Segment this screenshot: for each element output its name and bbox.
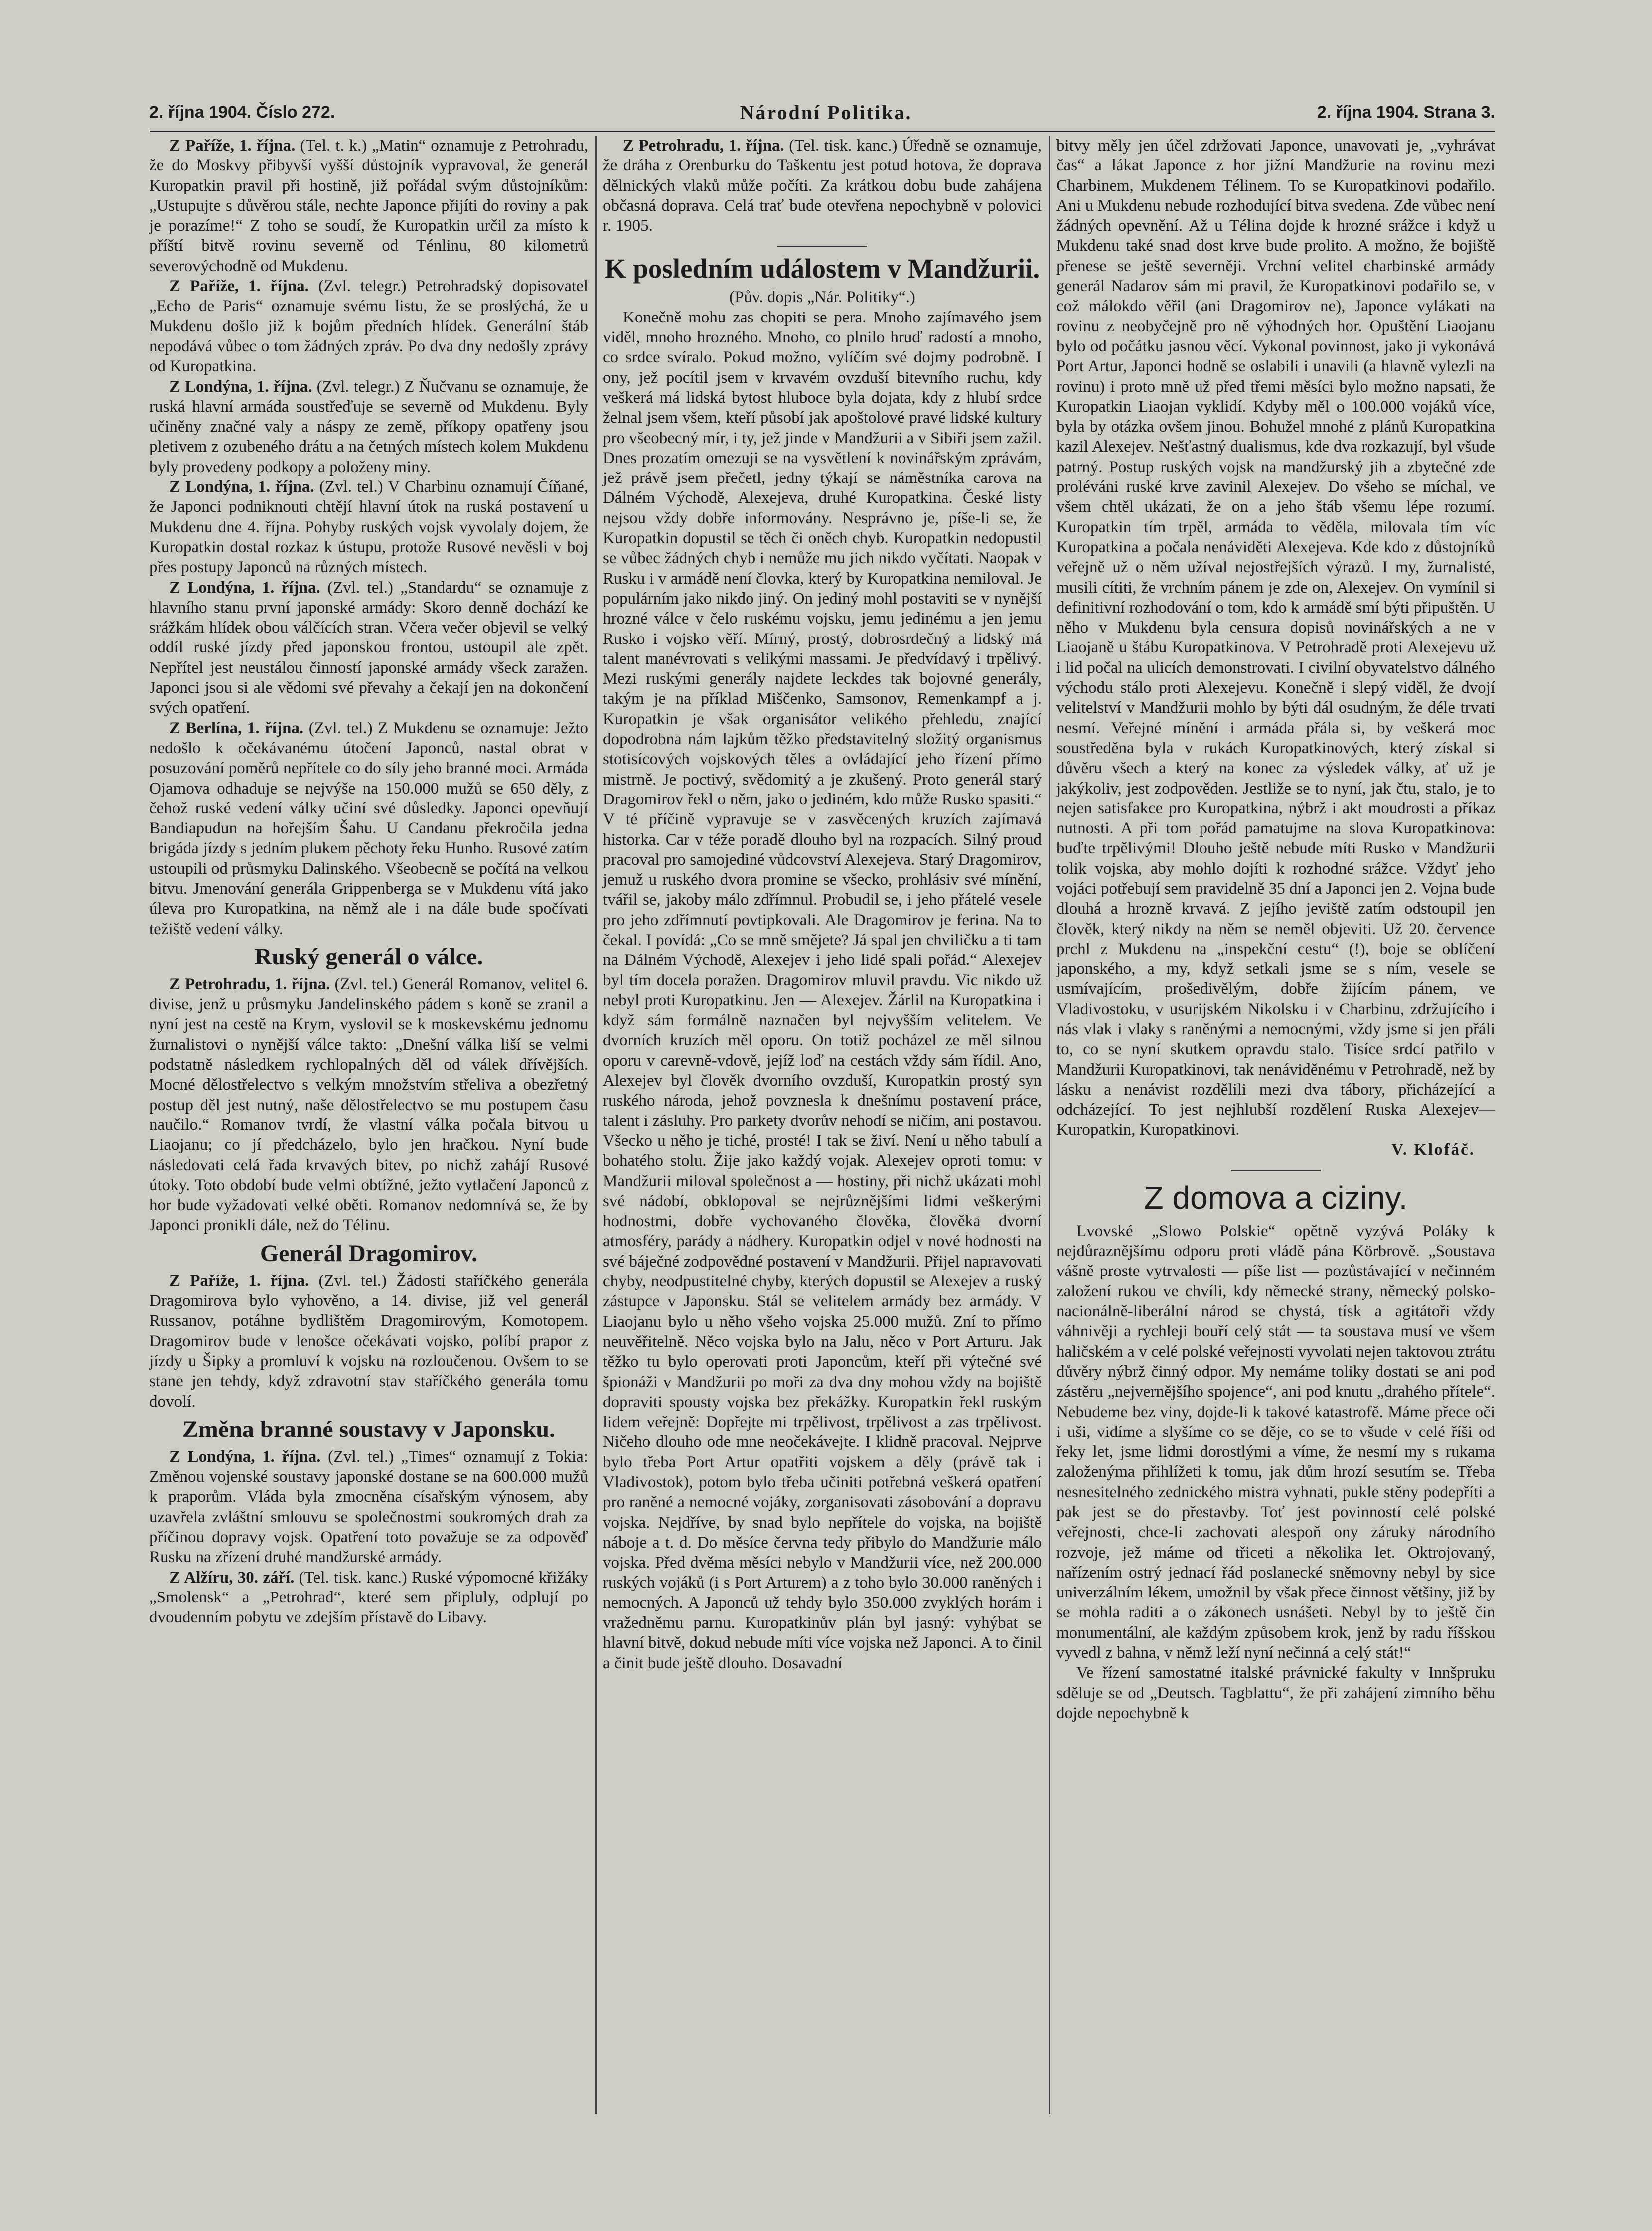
news-item <box>150 276 588 376</box>
column-divider <box>1049 136 1050 2114</box>
news-item <box>150 1447 588 1568</box>
section-heading: Ruský generál o válce. <box>254 943 483 970</box>
dateline: Z Petrohradu, 1. října. <box>623 137 784 155</box>
column-divider <box>595 136 597 2114</box>
news-item <box>150 477 588 577</box>
dateline: Z Paříže, 1. října. <box>169 137 296 155</box>
dateline: Z Petrohradu, 1. října. <box>169 975 330 993</box>
dateline: Z Alžíru, 30. září. <box>169 1568 295 1587</box>
author-signature: V. Klofáč. <box>1391 1140 1475 1159</box>
dateline: Z Paříže, 1. října. <box>169 1272 309 1290</box>
dateline: Z Londýna, 1. října. <box>169 478 314 496</box>
news-item <box>150 377 588 477</box>
news-item: Lvovské „Slowo Polskie“ opětně vyzývá Poláky k nejdůraznějšímu odporu proti vládě pána Körbrově. „Soustava vášně proste vytrvalosti — píše list — pozůstávající v nečinném založení rukou ve chvíli, kdy německé strany, německý polsko-nacionálně-liberální národ se chystá, tísk a agitátoři vždy váhnivěji a rychleji bouří celý stát — ta soustava musí ve všem haličském a v celé polské veřejnosti vyvolati nejen taktovou ztrátu důvěry nýbrž činný odpor. My nemáme toliky dostati se ani pod zástěru „nejvernějšího spojence“, ani pod knutu „drahého přítele“. Nebudeme bez viny, dojde-li k takové katastrofě. Máme přece oči i uši, vidíme a slyšíme co se děje, co se to všude v celé říši od řeky let, jsme lidmi dorostlými a víme, že nesmí my s rukama založenýma přihlížeti k tomu, jak dům hrozí sesutím se. Třeba nesnesitelného zednického mistra vyhnati, pukle stěny podepříti a pak jest se do přestavby. Toť jest povinností celé polské veřejnosti, chce-li zachovati alespoň ony záruky národního rozvoje, jež máme od třiceti a několika let. Oktrojovaný, nařízením ostrý jednací řád poslanecké sněmovny nebyl by sice univerzálním lékem, umožnil by však přece činnost většiny, již by se mohla raditi a o zákonech usnášeti. Nebyl by to ještě čin monumentální, ale každým způsobem krok, jenž by radu říšskou vyvedl z bahna, v němž leží nyní nečinná a celý stát!“ <box>1056 1222 1495 1662</box>
news-item <box>603 136 1042 236</box>
news-text: (Zvl. tel.) Žádosti staříčkého generála Dragomirova bylo vyhověno, a 14. divise, již vel generál Russanov, potáhne bydlištěm Dragomirovým, Komotopem. Dragomirov bude v lenošce očekávati vojsko, políbí prapor z jízdy u Šipky a promluví k vojsku na rozloučenou. Ovšem to se stane jen tehdy, když zdravotní stav staříčkého generála tomu dovolí. <box>150 1272 588 1411</box>
article-body: Konečně mohu zas chopiti se pera. Mnoho zajímavého jsem viděl, mnoho hrozného. Mnoho, co plnilo hruď radostí a mnoho, co srdce svíralo. Pokud možno, vylíčím své dojmy podrobně. I ony, jež pocítil jsem v krvavém ovzduší bitevního ruchu, kdy veškerá má lidská bytost hluboce byla dojata, kdy z hlubí srdce želnal jsem všem, kteří působí jak apoštolové pravé lidské kultury pro všeobecný mír, i ty, jež jinde v Mandžurii a v Sibiři jsem zažil. Dnes prozatím omezuji se na vysvětlení k novinářským zprávám, jež právě jsem přečetl, jedny týkají se náměstníka carova na Dálném Východě, Alexejeva, druhé Kuropatkina. České listy nejsou vždy dobře informovány. Nesprávno je, píše-li se, že Kuropatkin dopustil se těch či oněch chyb. Kuropatkin nedopustil se vůbec žádných chyb i nemůže mu jich nikdo vyčítati. Naopak v Rusku i v armádě není človka, který by Kuropatkina nemiloval. Je populárním jako nikdo jiný. On jediný mohl postaviti se v nynější hrozné válce v čelo ruskému vojsku, jemu jedinému a jen jemu Rusko i vojsko věří. Mírný, prostý, dobrosrdečný a lidský má talent manévrovati s velikými massami. Je předvídavý i trpělivý. Mezi ruskými generály najdete leckdes tak bojovné generály, takým je na příklad Miščenko, Samsonov, Remenkampf a j. Kuropatkin je však organisátor velikého přehledu, znající dopodrobna nám lajkům těžko představitelný složitý organismus stotisícových vojskových těles a ovládající jeho řízení přímo mistrně. Je poctivý, svědomitý a je zkušený. Proto generál starý Dragomirov řekl o něm, jako o jediném, kdo může Rusko spasiti.“ V té příčině vypravuje se v zasvěcených kruzích zajímavá historka. Car v téže poradě dlouho byl na rozpacích. Silný proud pracoval pro samojediné vůdcovství Alexejeva. Starý Dragomirov, jemuž u ruského dvora promine se všecko, prohlásiv své mínění, tvářil se, jakoby málo zdřímnul. Probudil se, i jeho přátelé vesele pro jeho zdřímnutí povtipkovali. Ale Dragomirov je ferina. Na to čekal. I povídá: „Co se mně smějete? Já spal jen chviličku a ti tam na Dálném Východě, Alexejev i jeho lidé spali pořád.“ Alexejev byl tím docela poražen. Dragomirov mluvil pravdu. Vic nikdo už nebyl proti Kuropatkinu. Jen — Alexejev. Žárlil na Kuropatkina i když sám formálně naznačen byl nejvyšším velitelem. Ve dvorních kruzích měl oporu. On totiž pocházel ze měl silnou oporu v carevně-vdově, jejíž loď na cestách vždy sám řídil. Ano, Alexejev byl člověk dvorního ovzduší, Kuropatkin prostý syn ruského národa, jehož povznesla k dnešnímu postavení práce, talent i zásluhy. Pro parkety dvorův nehodí se ničím, ani postavou. Všecko u něho je tiché, prosté! I tak se živí. Není u něho tabulí a bohatého stolu. Žije jako každý vojak. Alexejev oproti tomu: v Mandžurii miloval společnost a — hostiny, při nichž ukázati mohl své nádobí, obklopoval se nejrůznějšími lidmi veškerými hodnostmi, dobře vychovaného člověka, člověka dvorní atmosféry, parády a nádhery. Kuropatkin odjel v nové hodnosti na své báječné zodpovědné postavení v Mandžurii. Přijel napravovati chyby, neodpustitelné chyby, kterých dopustil se Alexejev a ruský zástupce v Japonsku. Stál se velitelem armády bez armády. V Liaojanu bylo u něho všeho vojska 25.000 mužů. Zní to přímo neuvěřitelně. Něco vojska bylo na Jalu, něco v Port Arturu. Jak těžko tu bylo operovati proti Japoncům, kteří při výtečné své špionáži v Mandžurii po moři za dva dny mohou vždy na bojiště dopraviti spousty vojska bez překážky. Kuropatkin řekl ruským lidem veřejně: Dopřejte mi trpělivost, trpělivost a zas trpělivost. Ničeho dlouho ode mne neočekávejte. I klidně pracoval. Nejprve bylo třeba Port Artur opatřiti vojskem a děly (právě tak i Vladivostok), potom bylo třeba učiniti potřebná veškerá opatření pro raněné a nemocné vojáky, zorganisovati zásobování a dopravu vojska. Nejdříve, by snad bylo nepřítele do vojska, na bojiště náboje a t. d. Do měsíce června tedy přibylo do Mandžurie málo vojska. Před dvěma měsíci nebylo v Mandžurii více, než 200.000 ruských vojáků (i s Port Arturem) a z toho bylo 30.000 raněných i nemocných. A Japonců už tehdy bylo 350.000 zvyklých horám i vražedněmu parnu. Kuropatkinův plán byl jasný: vyhýbat se hlavní bitvě, dokud nebude míti více vojska než Japonci. A to činil a činit bude ještě dlouho. Dosavadní <box>603 308 1042 1672</box>
news-item <box>150 1568 588 1628</box>
news-item <box>150 1271 588 1412</box>
news-text: (Zvl. tel.) V Charbinu oznamují Číňané, že Japonci podniknouti chtějí hlavní útok na ruská postavení u Mukdenu dne 4. října. Pohyby ruských vojsk vyvolaly dojem, že Kuropatkin dostal rozkaz k ústupu, protože Rusové nevěsli v boj přes postupy Japonců na různých místech. <box>150 478 588 577</box>
column-1 <box>150 136 588 1627</box>
article-subheading: (Pův. dopis „Nár. Politiky“.) <box>729 288 915 307</box>
news-text: (Zvl. tel.) Generál Romanov, velitel 6. divise, jenž u průsmyku Jandelinského pádem s koně se zranil a nyní jest na cestě na Krym, vyslovil se k moskevskému jednomu žurnalistovi o nynější válce takto: „Dnešní válka liší se velmi podstatně následkem rychlopalných děl od válek dřívějších. Mocné dělostřelectvo s velkým množstvím střeliva a obezřetný postup děl jest nutný, naše dělostřelectvo se mu postupem času naučilo.“ Romanov tvrdí, že vlastní válka počala bitvou u Liaojanu; co jí předcházelo, bylo jen hračkou. Nyní bude následovati celá řada krvavých bitev, po nichž zahájí Rusové útoky. Toto období bude velmi obtížné, ježto vytlačení Japonců z hor bude vyžadovati velké oběti. Romanov nedomnívá se, že by Japonci pronikli dále, než do Télinu. <box>150 975 588 1235</box>
section-divider <box>777 246 867 247</box>
header-date-page: 2. října 1904. Strana 3. <box>1317 102 1495 122</box>
news-text: (Zvl. tel.) „Standardu“ se oznamuje z hlavního stanu první japonské armády: Skoro denně dochází ke srážkám hlídek obou válčících stran. Včera večer objevil se velký oddíl ruské jízdy před japonskou frontou, ustoupil ale zpět. Nepřítel jest neustálou činností japonské armády všeck zaražen. Japonci jsou si ale vědomi své převahy a čekají jen na dokončení svých opatření. <box>150 578 588 717</box>
news-item: Ve řízení samostatné italské právnické fakulty v Innšpruku sděluje se od „Deutsch. Tagblattu“, že při zahájení zimního běhu dojde nepochybně k <box>1056 1664 1495 1722</box>
masthead-title: Národní Politika. <box>740 101 912 124</box>
news-text: (Tel. tisk. kanc.) Úředně se oznamuje, že dráha z Orenburku do Taškentu jest potud hotova, že doprava dělnických vlaků může počíti. Za krátkou dobu bude zahájena občasná doprava. Celá trať bude otevřena nepochybně v polovici r. 1905. <box>603 137 1042 235</box>
section-heading: Generál Dragomirov. <box>260 1240 478 1267</box>
news-item <box>150 136 588 276</box>
dateline: Z Londýna, 1. října. <box>169 578 320 597</box>
news-item <box>150 718 588 939</box>
news-text: (Tel. tisk. kanc.) Ruské výpomocné křižáky „Smolensk“ a „Petrohrad“, které sem připluly, odplují po dvoudenním pobytu ve zdejším přístavě do Libavy. <box>150 1568 588 1627</box>
news-text: (Zvl. tel.) „Times“ oznamují z Tokia: Změnou vojenské soustavy japonské dostane se na 600.000 mužů k praporům. Vláda byla zmocněna císařským výnosem, aby uzavřela zvláštní smlouvu se společnostmi soukromých drah za příčinou dopravy vojsk. Opatření toto považuje se za odpověď Rusku na zřízení druhé mandžurské armády. <box>150 1447 588 1567</box>
column-2 <box>603 136 1042 1673</box>
news-item <box>150 578 588 718</box>
news-text: (Tel. t. k.) „Matin“ oznamuje z Petrohradu, že do Moskvy přibyvší vyšší důstojník vypravoval, že generál Kuropatkin pravil při hostině, již pořádal svým důstojníkům: „Ustupujte s důvěrou stále, nechte Japonce přijíti do roviny a pak je porazíme!“ Z toho se soudí, že Kuropatkin určil za místo k příští bitvě rovinu severně od Ténlinu, 80 kilometrů severovýchodně od Mukdenu. <box>150 137 589 275</box>
news-text: (Zvl. telegr.) Z Ňučvanu se oznamuje, že ruská hlavní armáda soustřeďuje se severně od Mukdenu. Byly učiněny značné valy a náspy ze země, příkopy opatřeny jsou pletivem z ozubeného drátu a na četných místech kolem Mukdenu byly provedeny podkopy a položeny miny. <box>150 377 588 476</box>
article-body-continued: bitvy měly jen účel zdržovati Japonce, unavovati je, „vyhrávat čas“ a lákat Japonce z hor jižní Mandžurie na rovinu mezi Charbinem, Mukdenem Télinem. To se Kuropatkinovi podařilo. Ani u Mukdenu nebude rozhodující bitva svedena. Zde vůbec není žádných opevnění. Až u Télina dojde k hrozné srážce i když u Mukdenu také snad dost krve bude prolito. A možno, že bojiště přenese se ještě severněji. Vrchní velitel charbinské armády generál Nadarov sám mi pravil, že Kuropatkinovi podařilo se, v což málokdo věřil (ani Dragomirov ne), Japonce vylákati na rovinu z neobyčejně pro ně výhodných hor. Opuštění Liaojanu bylo od počátku jasnou věcí. Vykonal povinnost, jako ji vykonává Port Artur, Japonci hodně se oslabili i unavili (a hlavně vylezli na rovinu) i proto mně už před třemi měsíci bylo možno napsati, že Kuropatkin Liaojan vyklidí. Kdyby měl o 100.000 vojáků více, byla by otázka ovšem jinou. Bohužel mnohé z plánů Kuropatkina kazil Alexejev. Nešťastný dualismus, kde dva rozkazují, byl všude patrný. Postup ruských vojsk na mandžurský jih a zbytečné zde proléváni ruské krve zavinil Alexejev. Do všeho se míchal, ve všem chtěl ukázati, že on a jeho štáb všemu lépe rozumí. Kuropatkin tím trpěl, armáda to věděla, milovala tím víc Kuropatkina a počala nenáviděti Alexejeva. Kde kdo z důstojníků veřejně už o něm užíval nejostřejších výrazů. I my, žurnalisté, musili cítiti, že vrchním pánem je zde on, Alexejev. On vymínil si definitivní rozhodování o tom, kdo k armádě smí býti připuštěn. U něho v Mukdenu byla censura dopisů novinářských a ne v Liaojaně u štábu Kuropatkinova. V Petrohradě proti Alexejevu už i lid počal na ulicích demonstrovati. I civilní obyvatelstvo dálného východu stálo proti Alexejevu. Konečně i slepý viděl, že dvojí velitelství v Mandžurii mohlo by býti dál osudným, že déle trvati nesmí. Veřejné mínění i armáda přála si, by veškerá moc soustředěna byla v rukách Kuropatkinových, který získal si důvěru všech a který na konec za výsledek války, ať už je jakýkoliv, jest zodpověden. Jestliže se to nyní, jak čtu, stalo, je to nejen satisfakce pro Kuropatkina, nýbrž i akt moudrosti a příkaz nutnosti. A při tom pořád pamatujme na slova Kuropatkinova: buďte trpělivými! Dlouho ještě nebude míti Rusko v Mandžurii tolik vojska, aby mohlo dojíti k rozhodné srážce. Vždyť jeho vojáci potřebují sem pravidelně 35 dní a Japonci jen 2. Vojna bude dlouhá a hrozně krvavá. Z jejího jeviště zatím odstoupil jen člověk, který nikdy na něm se neměl objeviti. Už 20. července prchl z Mukdenu na „inspekční cestu“ (!), boje se oblíčení japonského, a my, když setkali jsme se s ním, vesele se usmívajícím, prošedivělým, dobře žijícím pánem, ve Vladivostoku, v usurijském Nikolsku i v Charbinu, zdržujícího i nás vlak i vlaky s raněnými a nemocnými, vždy jsme si jen přáli to, co se nyní skutkem opravdu stalo. Tisíce srdcí patřilo v Mandžurii Kuropatkinovi, tak nenáviděnému v Petrohradě, než by lásku a nenávist rozdělili mezi dva tábory, přicházející a odcházející. To jest nejhlubší rozdělení Ruska Alexejev—Kuropatkin, Kuropatkinovi. <box>1056 137 1495 1139</box>
dateline: Z Londýna, 1. října. <box>169 1447 321 1466</box>
header-rule <box>150 131 1495 132</box>
section-heading: Změna branné soustavy v Japonsku. <box>182 1416 556 1442</box>
dateline: Z Londýna, 1. října. <box>169 377 312 396</box>
column-3 <box>1056 136 1495 1723</box>
header-date-issue: 2. října 1904. Číslo 272. <box>150 102 335 122</box>
section-divider <box>1231 1170 1321 1171</box>
dateline: Z Berlína, 1. října. <box>169 719 304 737</box>
news-text: (Zvl. telegr.) Petrohradský dopisovatel „Echo de Paris“ oznamuje svému listu, že se proslýchá, že u Mukdenu došlo již k bojům předních hlídek. Generální štáb nepodává vůbec o tom žádných zpráv. Po dva dny nedošly zprávy od Kuropatkina. <box>150 277 588 376</box>
section-heading: Z domova a ciziny. <box>1144 1179 1408 1216</box>
article-heading: K posledním událostem v Mandžurii. <box>604 253 1040 284</box>
news-text: (Zvl. tel.) Z Mukdenu se oznamuje: Ježto nedošlo k očekávanému útočení Japonců, nastal obrat v posuzování poměrů nepřítele co do síly jeho branné moci. Armáda Ojamova odhaduje se nejvýše na 150.000 mužů se 650 děly, z čehož ruské vedení války učiní své důsledky. Japonci opevňují Bandiapudun na hořejším Šahu. U Candanu překročila jedna brigáda jízdy s jedním plukem pěchoty řeku Hunho. Rusové zatím ustoupili od průsmyku Dalinského. Všeobecně se počítá na velkou bitvu. Jmenování generála Grippenberga se v Mukdenu vítá jako úleva pro Kuropatkina, na němž ale i na dále bude spočívati težiště vedení války. <box>150 719 588 938</box>
dateline: Z Paříže, 1. října. <box>169 277 309 296</box>
page-header <box>150 97 1495 127</box>
news-item <box>150 974 588 1236</box>
